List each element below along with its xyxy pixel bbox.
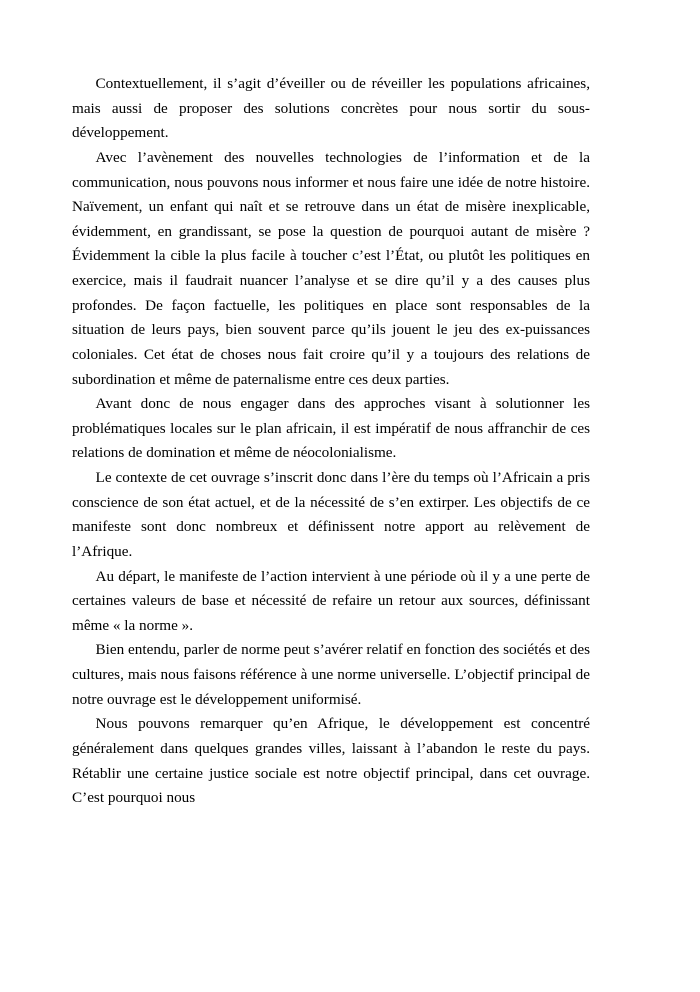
paragraph: Avec l’avènement des nouvelles technologies de l’information et de la communication, nous pouvons nous informer et nous faire une idée de notre histoire. Naïvement, un enfant qui naît et se retrouve dans un état de misère inexplicable, évidemment, en grandissant, se pose la question de pourquoi autant de misère ? Évidemment la cible la plus facile à toucher c’est l’État, ou plutôt les politiques en exercice, mais il faudrait nuancer l’analyse et se dire qu’il y a des causes plus profondes. De façon factuelle, les politiques en place sont responsables de la situation de leurs pays, bien souvent parce qu’ils jouent le jeu des ex-puissances coloniales. Cet état de choses nous fait croire qu’il y a toujours des relations de subordination et même de paternalisme entre ces deux parties. bbox=[72, 148, 590, 388]
paragraph: Bien entendu, parler de norme peut s’avérer relatif en fonction des sociétés et des cultures, mais nous faisons référence à une norme universelle. L’objectif principal de notre ouvrage est le développement uniformisé. bbox=[72, 641, 590, 708]
paragraph: Le contexte de cet ouvrage s’inscrit donc dans l’ère du temps où l’Africain a pris conscience de son état actuel, et de la nécessité de s’en extirper. Les objectifs de ce manifeste sont donc nombreux et définissent notre apport au relèvement de l’Afrique. bbox=[72, 469, 590, 560]
paragraph: Contextuellement, il s’agit d’éveiller ou de réveiller les populations africaines, mais aussi de proposer des solutions concrètes pour nous sortir du sous-développement. bbox=[72, 75, 590, 142]
page-body bbox=[72, 72, 590, 811]
paragraph: Au départ, le manifeste de l’action intervient à une période où il y a une perte de certaines valeurs de base et nécessité de refaire un retour aux sources, définissant même « la norme ». bbox=[72, 567, 590, 634]
paragraph: Avant donc de nous engager dans des approches visant à solutionner les problématiques locales sur le plan africain, il est impératif de nous affranchir de ces relations de domination et même de néocolonialisme. bbox=[72, 395, 590, 462]
paragraph: Nous pouvons remarquer qu’en Afrique, le développement est concentré généralement dans quelques grandes villes, laissant à l’abandon le reste du pays. Rétablir une certaine justice sociale est notre objectif principal, dans cet ouvrage. C’est pourquoi nous bbox=[72, 715, 590, 807]
